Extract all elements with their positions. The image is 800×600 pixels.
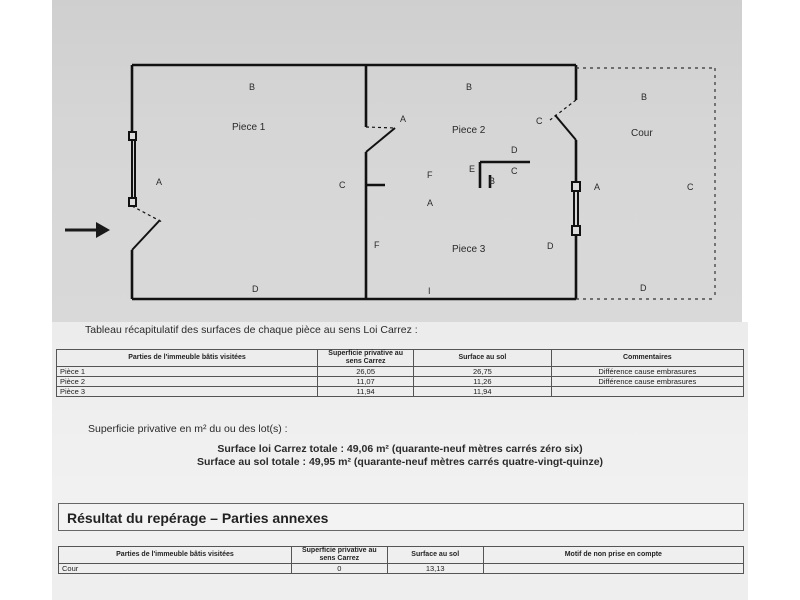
table-cell (483, 564, 743, 574)
wall-label: I (428, 286, 431, 296)
wall-label: A (594, 182, 601, 192)
table-cell: 11,94 (318, 387, 414, 397)
table-cell: Différence cause embrasures (551, 377, 743, 387)
table-cell: 26,75 (414, 367, 551, 377)
entry-arrow-icon (65, 222, 110, 238)
table-cell (551, 387, 743, 397)
surfaces-table (56, 349, 744, 397)
annexes-table (58, 546, 744, 574)
total-carrez: Surface loi Carrez totale : 49,06 m² (quarante-neuf mètres carrés zéro six) (217, 443, 583, 455)
wall-label: D (547, 241, 554, 251)
section-title: Résultat du repérage – Parties annexes (58, 503, 744, 531)
room-piece-1: Piece 1 (232, 122, 266, 133)
table-cell: 0 (291, 564, 387, 574)
column-header: Parties de l'immeuble bâtis visitées (59, 547, 292, 564)
wall-label: F (374, 240, 380, 250)
house-walls (132, 65, 576, 299)
table-cell: 26,05 (318, 367, 414, 377)
wall-label: D (252, 284, 259, 294)
room-cour: Cour (631, 128, 653, 139)
wall-label: D (640, 283, 647, 293)
table-cell: 11,94 (414, 387, 551, 397)
wall-label: C (511, 166, 518, 176)
table-intro-text: Tableau récapitulatif des surfaces de chaque pièce au sens Loi Carrez : (85, 324, 418, 336)
table-cell: Cour (59, 564, 292, 574)
wall-label: B (641, 92, 648, 102)
wall-label: C (536, 116, 543, 126)
table-cell: 11,26 (414, 377, 551, 387)
column-header: Surface au sol (414, 350, 551, 367)
table-cell: Pièce 1 (57, 367, 318, 377)
column-header: Motif de non prise en compte (483, 547, 743, 564)
wall-label: B (466, 82, 473, 92)
table-cell: Pièce 3 (57, 387, 318, 397)
wall-label: D (511, 145, 518, 155)
column-header: Parties de l'immeuble bâtis visitées (57, 350, 318, 367)
room-piece-3: Piece 3 (452, 244, 486, 255)
table-cell: 11,07 (318, 377, 414, 387)
wall-label: F (427, 170, 433, 180)
wall-label: C (687, 182, 694, 192)
table-row (57, 377, 744, 387)
wall-label: A (400, 114, 407, 124)
wall-label: B (249, 82, 256, 92)
wall-label: C (339, 180, 346, 190)
table-row (59, 564, 744, 574)
table-row (57, 387, 744, 397)
room-piece-2: Piece 2 (452, 125, 486, 136)
column-header: Commentaires (551, 350, 743, 367)
superficie-heading: Superficie privative en m² du ou des lot(s) : (88, 423, 288, 435)
table-cell: Pièce 2 (57, 377, 318, 387)
column-header: Surface au sol (387, 547, 483, 564)
table-cell: 13,13 (387, 564, 483, 574)
total-sol: Surface au sol totale : 49,95 m² (quarante-neuf mètres carrés quatre-vingt-quinze) (196, 456, 604, 468)
table-row (57, 367, 744, 377)
column-header: Superficie privative au sens Carrez (291, 547, 387, 564)
column-header: Superficie privative au sens Carrez (318, 350, 414, 367)
wall-label: A (156, 177, 163, 187)
wall-label: A (427, 198, 434, 208)
wall-label: E (469, 164, 476, 174)
table-cell: Différence cause embrasures (551, 367, 743, 377)
wall-label: B (489, 176, 496, 186)
